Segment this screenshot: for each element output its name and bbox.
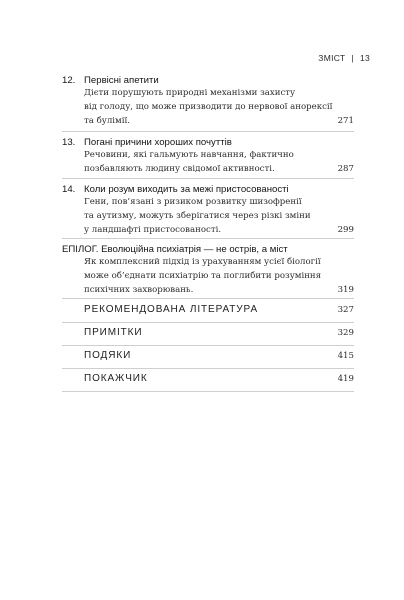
- back-matter-label: ПРИМІТКИ: [84, 327, 143, 338]
- back-matter-page-number: 419: [337, 374, 354, 384]
- divider: [62, 238, 354, 239]
- chapter-number: 14.: [62, 184, 76, 195]
- chapter-description-line: Речовини, які гальмують навчання, фактично: [84, 150, 294, 160]
- divider: [62, 131, 354, 132]
- divider: [62, 391, 354, 392]
- epilogue-description-line: психічних захворювань.: [84, 285, 194, 295]
- chapter-description-line: та аутизму, можуть зберігатися через різкі зміни: [84, 211, 311, 221]
- divider: [62, 368, 354, 369]
- chapter-page-number: 271: [337, 116, 354, 126]
- epilogue-description-line: може об’єднати психіатрію та поглибити розуміння: [84, 271, 322, 281]
- divider: [62, 298, 354, 299]
- divider: [62, 345, 354, 346]
- epilogue-description-line: Як комплексний підхід із урахуванням усієї біології: [84, 257, 321, 267]
- chapter-title: Погані причини хороших почуттів: [84, 137, 232, 148]
- running-header: [318, 53, 370, 63]
- toc-entry-chapter-12[interactable]: [62, 75, 354, 127]
- header-page-number: 13: [359, 53, 370, 63]
- back-matter-page-number: 327: [337, 305, 354, 315]
- toc-entry-index[interactable]: [84, 372, 354, 386]
- chapter-description-line: позбавляють людину свідомої активності.: [84, 164, 275, 174]
- back-matter-label: РЕКОМЕНДОВАНА ЛІТЕРАТУРА: [84, 304, 259, 315]
- chapter-title: Первісні апетити: [84, 75, 159, 86]
- epilogue-title: ЕПІЛОГ. Еволюційна психіатрія — не острів, а міст: [62, 244, 288, 255]
- header-separator: |: [351, 53, 354, 63]
- chapter-description-line: у ландшафті пристосованості.: [84, 225, 222, 235]
- header-section-title: ЗМІСТ: [318, 53, 346, 63]
- chapter-page-number: 287: [337, 164, 354, 174]
- divider: [62, 178, 354, 179]
- chapter-title: Коли розум виходить за межі пристосованості: [84, 184, 289, 195]
- back-matter-page-number: 329: [337, 328, 354, 338]
- toc-entry-recommended-reading[interactable]: [84, 303, 354, 317]
- chapter-description-line: та булімії.: [84, 116, 130, 126]
- chapter-description-line: Гени, пов’язані з ризиком розвитку шизофренії: [84, 197, 302, 207]
- toc-entry-epilogue[interactable]: [62, 244, 354, 296]
- chapter-page-number: 299: [337, 225, 354, 235]
- divider: [62, 322, 354, 323]
- toc-entry-chapter-14[interactable]: [62, 184, 354, 236]
- chapter-number: 12.: [62, 75, 76, 86]
- back-matter-label: ПОДЯКИ: [84, 350, 132, 361]
- chapter-description-line: від голоду, що може призводити до нервової анорексії: [84, 102, 333, 112]
- chapter-description-line: Дієти порушують природні механізми захисту: [84, 88, 296, 98]
- epilogue-page-number: 319: [337, 285, 354, 295]
- chapter-number: 13.: [62, 137, 76, 148]
- toc-entry-notes[interactable]: [84, 326, 354, 340]
- back-matter-page-number: 415: [337, 351, 354, 361]
- toc-entry-acknowledgements[interactable]: [84, 349, 354, 363]
- back-matter-label: ПОКАЖЧИК: [84, 373, 148, 384]
- toc-entry-chapter-13[interactable]: [62, 137, 354, 177]
